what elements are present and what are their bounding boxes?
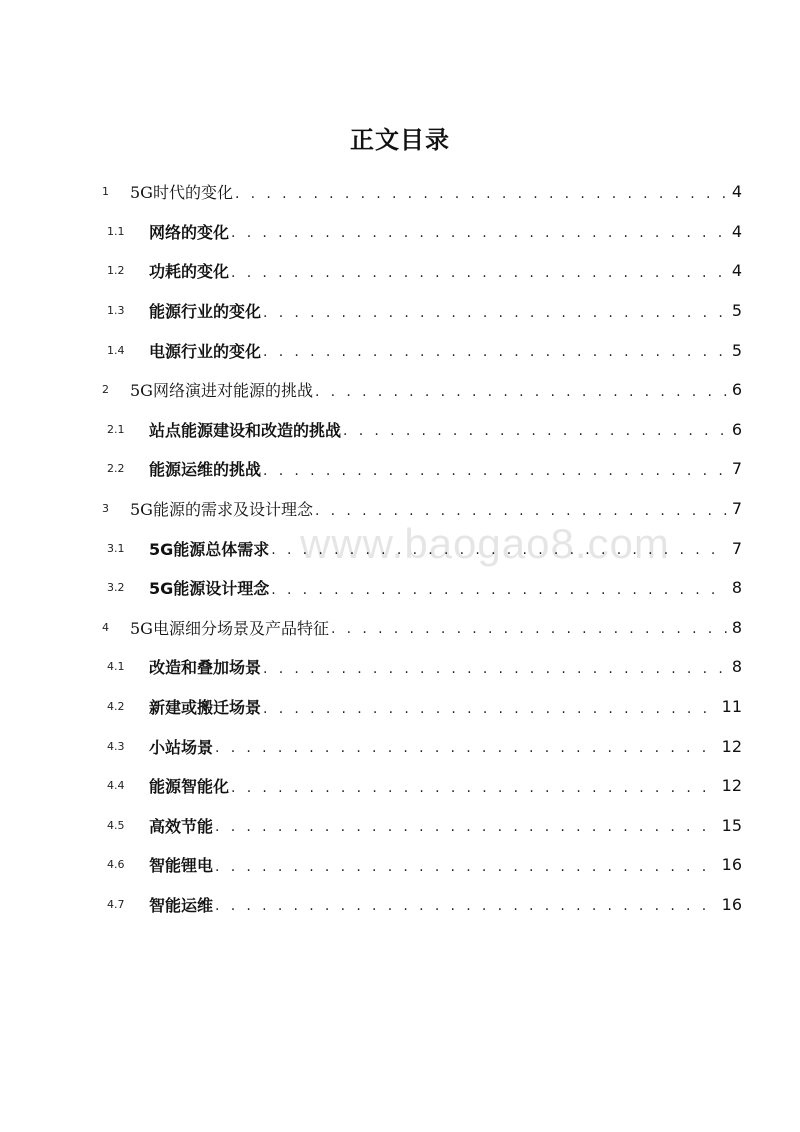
toc-entry-page: 15 — [721, 815, 742, 835]
toc-entry-page: 7 — [731, 459, 742, 479]
page-title: 正文目录 — [350, 125, 450, 154]
toc-entry[interactable] — [0, 330, 800, 370]
toc-entry[interactable] — [0, 766, 800, 806]
toc-entry-title[interactable]: 5G电源细分场景及产品特征 — [130, 618, 329, 638]
toc-entry-title[interactable]: 能源行业的变化 — [149, 302, 262, 322]
toc-entry-title[interactable]: 小站场景 — [149, 737, 214, 757]
watermark: www.baogao8.com — [300, 520, 670, 567]
toc-entry-title[interactable]: 5G网络演进对能源的挑战 — [130, 381, 313, 401]
toc-entry[interactable] — [0, 212, 800, 252]
toc-entry-number: 3.1 — [107, 541, 125, 555]
toc-entry-title[interactable]: 智能运维 — [149, 895, 214, 915]
toc-entry-number: 2 — [102, 383, 109, 397]
toc-entry-title[interactable]: 5G能源设计理念 — [149, 579, 270, 599]
toc-entry-title[interactable]: 高效节能 — [149, 816, 214, 836]
toc-entry-number: 1.1 — [107, 224, 125, 238]
toc-entry-number: 2.1 — [107, 422, 125, 436]
toc-entry-number: 1.4 — [107, 343, 125, 357]
toc-entry-number: 4.6 — [107, 858, 125, 872]
toc-entry-title[interactable]: 新建或搬迁场景 — [149, 698, 262, 718]
toc-entry-number: 1.2 — [107, 264, 125, 278]
toc-dot-leader — [315, 500, 728, 518]
toc-dot-leader — [263, 341, 728, 359]
toc-entry[interactable] — [0, 251, 800, 291]
toc-entry-page: 12 — [721, 776, 742, 796]
toc-dot-leader — [263, 698, 718, 716]
toc-entry-number: 3 — [102, 502, 109, 516]
toc-entry-number: 4.3 — [107, 739, 125, 753]
toc-entry-title[interactable]: 改造和叠加场景 — [149, 658, 262, 678]
toc-entry-page: 8 — [731, 657, 742, 677]
toc-entry-page: 4 — [731, 261, 742, 281]
toc-dot-leader — [215, 816, 718, 834]
toc-entry[interactable] — [0, 291, 800, 331]
toc-entry-page: 6 — [731, 380, 742, 400]
toc-entry-title[interactable]: 5G时代的变化 — [130, 183, 233, 203]
toc-entry[interactable] — [0, 806, 800, 846]
toc-entry-page: 6 — [731, 419, 742, 439]
table-of-contents — [0, 172, 800, 924]
toc-entry[interactable] — [0, 449, 800, 489]
toc-entry-number: 1.3 — [107, 304, 125, 318]
toc-entry-page: 12 — [721, 736, 742, 756]
toc-dot-leader — [231, 222, 728, 240]
toc-dot-leader — [271, 579, 728, 597]
toc-entry[interactable] — [0, 528, 800, 568]
toc-entry-page: 11 — [721, 697, 742, 717]
toc-dot-leader — [315, 381, 728, 399]
toc-entry-number: 4.2 — [107, 700, 125, 714]
toc-entry-number: 1 — [102, 185, 109, 199]
toc-entry[interactable] — [0, 687, 800, 727]
toc-entry-title[interactable]: 站点能源建设和改造的挑战 — [149, 420, 342, 440]
toc-entry[interactable] — [0, 647, 800, 687]
toc-entry-page: 16 — [721, 894, 742, 914]
toc-entry-number: 4.4 — [107, 779, 125, 793]
toc-entry-number: 2.2 — [107, 462, 125, 476]
toc-dot-leader — [263, 302, 728, 320]
toc-entry-page: 8 — [731, 617, 742, 637]
toc-entry-title[interactable]: 能源运维的挑战 — [149, 460, 262, 480]
toc-entry[interactable] — [0, 410, 800, 450]
toc-entry[interactable] — [0, 489, 800, 529]
toc-entry-number: 3.2 — [107, 581, 125, 595]
toc-entry-page: 8 — [731, 578, 742, 598]
toc-entry-page: 7 — [731, 499, 742, 519]
toc-dot-leader — [231, 262, 728, 280]
toc-dot-leader — [271, 539, 728, 557]
toc-entry[interactable] — [0, 845, 800, 885]
toc-dot-leader — [263, 658, 728, 676]
toc-entry-number: 4 — [102, 620, 109, 634]
toc-entry-page: 4 — [731, 182, 742, 202]
toc-entry-title[interactable]: 智能锂电 — [149, 856, 214, 876]
toc-entry-page: 5 — [731, 301, 742, 321]
toc-entry-title[interactable]: 网络的变化 — [149, 222, 230, 242]
toc-dot-leader — [331, 618, 728, 636]
toc-entry-page: 7 — [731, 538, 742, 558]
toc-entry[interactable] — [0, 885, 800, 925]
toc-entry[interactable] — [0, 172, 800, 212]
toc-dot-leader — [231, 777, 718, 795]
toc-dot-leader — [343, 420, 728, 438]
toc-entry-title[interactable]: 5G能源总体需求 — [149, 539, 270, 559]
toc-entry-title[interactable]: 能源智能化 — [149, 777, 230, 797]
toc-entry-title[interactable]: 电源行业的变化 — [149, 341, 262, 361]
toc-entry-number: 4.5 — [107, 818, 125, 832]
toc-entry-number: 4.1 — [107, 660, 125, 674]
toc-dot-leader — [215, 856, 718, 874]
toc-dot-leader — [215, 895, 718, 913]
toc-entry[interactable] — [0, 726, 800, 766]
toc-entry[interactable] — [0, 370, 800, 410]
toc-entry-number: 4.7 — [107, 897, 125, 911]
toc-entry[interactable] — [0, 568, 800, 608]
toc-dot-leader — [263, 460, 728, 478]
toc-entry-title[interactable]: 功耗的变化 — [149, 262, 230, 282]
toc-entry-page: 16 — [721, 855, 742, 875]
toc-entry-page: 4 — [731, 221, 742, 241]
toc-entry-page: 5 — [731, 340, 742, 360]
toc-dot-leader — [215, 737, 718, 755]
toc-entry[interactable] — [0, 608, 800, 648]
toc-entry-title[interactable]: 5G能源的需求及设计理念 — [130, 500, 313, 520]
toc-dot-leader — [235, 183, 728, 201]
